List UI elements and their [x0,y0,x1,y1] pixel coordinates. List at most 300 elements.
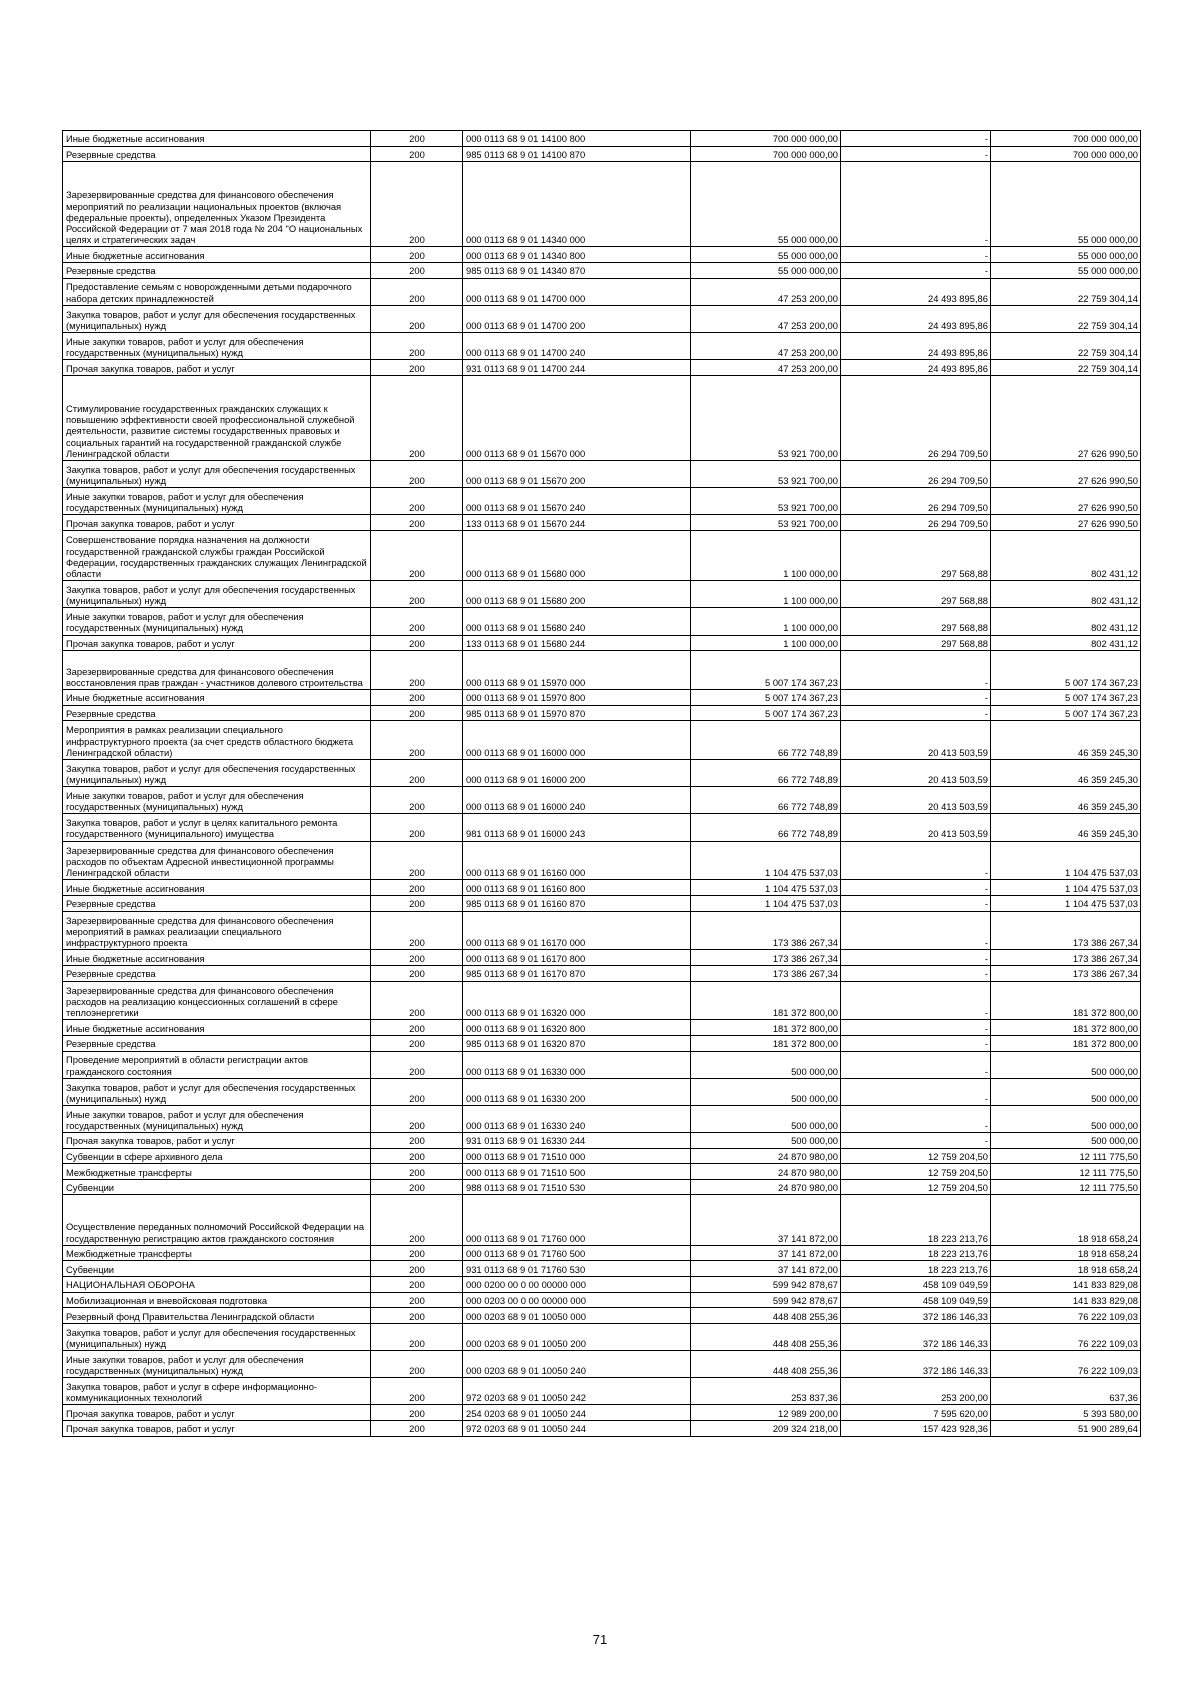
row-executed: 12 759 204,50 [841,1164,991,1180]
row-name: Резервные средства [63,146,371,162]
row-code: 200 [371,705,463,721]
row-unexecuted: 500 000,00 [991,1051,1141,1078]
row-approved: 1 100 000,00 [691,608,841,635]
row-approved: 53 921 700,00 [691,515,841,531]
row-code: 200 [371,375,463,460]
table-row [63,1020,1141,1036]
row-kbk: 972 0203 68 9 01 10050 244 [463,1420,691,1436]
row-kbk: 254 0203 68 9 01 10050 244 [463,1405,691,1421]
row-kbk: 000 0203 68 9 01 10050 200 [463,1323,691,1350]
row-name: Иные бюджетные ассигнования [63,1020,371,1036]
row-unexecuted: 76 222 109,03 [991,1351,1141,1378]
row-name: Межбюджетные трансферты [63,1245,371,1261]
row-name: Прочая закупка товаров, работ и услуг [63,1133,371,1149]
row-name: Проведение мероприятий в области регистрации актов гражданского состояния [63,1051,371,1078]
row-unexecuted: 700 000 000,00 [991,131,1141,147]
row-executed: 157 423 928,36 [841,1420,991,1436]
row-unexecuted: 802 431,12 [991,530,1141,580]
row-code: 200 [371,515,463,531]
row-kbk: 000 0203 68 9 01 10050 000 [463,1308,691,1324]
row-approved: 55 000 000,00 [691,247,841,263]
row-code: 200 [371,530,463,580]
row-unexecuted: 46 359 245,30 [991,787,1141,814]
table-row [63,911,1141,950]
row-kbk: 985 0113 68 9 01 14340 870 [463,262,691,278]
row-name: Закупка товаров, работ и услуг для обеспечения государственных (муниципальных) нужд [63,1078,371,1105]
table-row [63,131,1141,147]
row-kbk: 133 0113 68 9 01 15680 244 [463,635,691,651]
row-executed: 24 493 895,86 [841,332,991,359]
row-unexecuted: 141 833 829,08 [991,1292,1141,1308]
row-unexecuted: 27 626 990,50 [991,515,1141,531]
table-row [63,1035,1141,1051]
row-name: Иные закупки товаров, работ и услуг для обеспечения государственных (муниципальных) нужд [63,488,371,515]
row-unexecuted: 27 626 990,50 [991,375,1141,460]
row-unexecuted: 173 386 267,34 [991,911,1141,950]
table-row [63,1420,1141,1436]
table-row [63,581,1141,608]
table-row [63,880,1141,896]
row-executed: - [841,146,991,162]
row-approved: 448 408 255,36 [691,1308,841,1324]
row-unexecuted: 46 359 245,30 [991,760,1141,787]
table-row [63,895,1141,911]
row-executed: - [841,262,991,278]
row-name: Закупка товаров, работ и услуг для обеспечения государственных (муниципальных) нужд [63,581,371,608]
row-name: Иные бюджетные ассигнования [63,131,371,147]
table-row [63,1277,1141,1293]
table-row [63,1133,1141,1149]
row-kbk: 000 0113 68 9 01 16160 000 [463,841,691,880]
table-row [63,1164,1141,1180]
row-executed: 26 294 709,50 [841,515,991,531]
row-code: 200 [371,1308,463,1324]
table-row [63,635,1141,651]
row-unexecuted: 22 759 304,14 [991,305,1141,332]
row-code: 200 [371,1051,463,1078]
row-code: 200 [371,608,463,635]
row-approved: 448 408 255,36 [691,1351,841,1378]
row-kbk: 000 0113 68 9 01 71510 500 [463,1164,691,1180]
table-row [63,360,1141,376]
row-name: Иные закупки товаров, работ и услуг для обеспечения государственных (муниципальных) нужд [63,1351,371,1378]
table-row [63,1351,1141,1378]
row-unexecuted: 27 626 990,50 [991,488,1141,515]
row-name: НАЦИОНАЛЬНАЯ ОБОРОНА [63,1277,371,1293]
row-approved: 5 007 174 367,23 [691,705,841,721]
row-approved: 209 324 218,00 [691,1420,841,1436]
row-kbk: 000 0113 68 9 01 15670 000 [463,375,691,460]
row-executed: 297 568,88 [841,581,991,608]
row-approved: 181 372 800,00 [691,1035,841,1051]
row-name: Резервные средства [63,1035,371,1051]
row-unexecuted: 500 000,00 [991,1133,1141,1149]
row-approved: 47 253 200,00 [691,278,841,305]
table-row [63,690,1141,706]
row-name: Закупка товаров, работ и услуг для обеспечения государственных (муниципальных) нужд [63,460,371,487]
row-kbk: 000 0113 68 9 01 15670 200 [463,460,691,487]
row-name: Иные закупки товаров, работ и услуг для обеспечения государственных (муниципальных) нужд [63,608,371,635]
row-unexecuted: 55 000 000,00 [991,162,1141,247]
table-row [63,1148,1141,1164]
row-name: Стимулирование государственных гражданских служащих к повышению эффективности своей профессиональной служебной деятельности, развитие системы государственных правовых и социальных гарантий на государственной гражданской службе Ленинградской области [63,375,371,460]
row-unexecuted: 76 222 109,03 [991,1323,1141,1350]
row-executed: - [841,705,991,721]
row-approved: 700 000 000,00 [691,146,841,162]
row-kbk: 000 0203 00 0 00 00000 000 [463,1292,691,1308]
row-kbk: 931 0113 68 9 01 16330 244 [463,1133,691,1149]
row-name: Предоставление семьям с новорожденными детьми подарочного набора детских принадлежностей [63,278,371,305]
row-executed: - [841,247,991,263]
row-approved: 47 253 200,00 [691,305,841,332]
row-kbk: 000 0203 68 9 01 10050 240 [463,1351,691,1378]
table-body [63,131,1141,1437]
row-unexecuted: 181 372 800,00 [991,1035,1141,1051]
row-code: 200 [371,760,463,787]
row-name: Иные закупки товаров, работ и услуг для обеспечения государственных (муниципальных) нужд [63,332,371,359]
row-unexecuted: 46 359 245,30 [991,814,1141,841]
row-kbk: 000 0113 68 9 01 14700 000 [463,278,691,305]
row-executed: 18 223 213,76 [841,1195,991,1245]
row-code: 200 [371,1148,463,1164]
row-kbk: 985 0113 68 9 01 16160 870 [463,895,691,911]
row-code: 200 [371,1277,463,1293]
row-approved: 1 104 475 537,03 [691,841,841,880]
row-code: 200 [371,332,463,359]
row-kbk: 000 0113 68 9 01 16330 200 [463,1078,691,1105]
table-row [63,841,1141,880]
row-approved: 448 408 255,36 [691,1323,841,1350]
row-name: Прочая закупка товаров, работ и услуг [63,1420,371,1436]
row-unexecuted: 500 000,00 [991,1078,1141,1105]
row-name: Закупка товаров, работ и услуг в целях капитального ремонта государственного (муниципального) имущества [63,814,371,841]
row-code: 200 [371,1105,463,1132]
row-approved: 66 772 748,89 [691,787,841,814]
row-executed: - [841,911,991,950]
row-executed: - [841,1051,991,1078]
row-kbk: 000 0113 68 9 01 14700 200 [463,305,691,332]
row-executed: - [841,1035,991,1051]
row-code: 200 [371,651,463,690]
row-kbk: 000 0113 68 9 01 14340 000 [463,162,691,247]
row-code: 200 [371,1179,463,1195]
row-kbk: 985 0113 68 9 01 16170 870 [463,965,691,981]
row-executed: - [841,965,991,981]
row-code: 200 [371,247,463,263]
row-name: Совершенствование порядка назначения на должности государственной гражданской службы граждан Российской Федерации, государственных гражданских служащих Ленинградской области [63,530,371,580]
row-approved: 55 000 000,00 [691,162,841,247]
row-unexecuted: 5 007 174 367,23 [991,651,1141,690]
table-row [63,1078,1141,1105]
row-name: Мероприятия в рамках реализации специального инфраструктурного проекта (за счет средств областного бюджета Ленинградской области) [63,721,371,760]
row-unexecuted: 173 386 267,34 [991,965,1141,981]
row-executed: 26 294 709,50 [841,460,991,487]
row-unexecuted: 51 900 289,64 [991,1420,1141,1436]
table-row [63,146,1141,162]
row-executed: - [841,651,991,690]
row-approved: 24 870 980,00 [691,1179,841,1195]
row-kbk: 985 0113 68 9 01 16320 870 [463,1035,691,1051]
row-name: Резервные средства [63,705,371,721]
row-approved: 500 000,00 [691,1051,841,1078]
row-code: 200 [371,262,463,278]
table-row [63,1261,1141,1277]
row-approved: 181 372 800,00 [691,1020,841,1036]
row-kbk: 000 0113 68 9 01 15680 200 [463,581,691,608]
row-code: 200 [371,895,463,911]
table-row [63,1179,1141,1195]
row-approved: 1 100 000,00 [691,635,841,651]
row-code: 200 [371,911,463,950]
row-name: Резервные средства [63,262,371,278]
row-name: Резервный фонд Правительства Ленинградской области [63,1308,371,1324]
row-executed: 297 568,88 [841,608,991,635]
row-kbk: 000 0113 68 9 01 16330 240 [463,1105,691,1132]
row-unexecuted: 22 759 304,14 [991,278,1141,305]
table-row [63,162,1141,247]
row-name: Зарезервированные средства для финансового обеспечения расходов по объектам Адресной инвестиционной программы Ленинградской области [63,841,371,880]
row-name: Субвенции в сфере архивного дела [63,1148,371,1164]
budget-execution-table [62,130,1141,1437]
table-row [63,760,1141,787]
row-kbk: 000 0113 68 9 01 16000 000 [463,721,691,760]
row-name: Прочая закупка товаров, работ и услуг [63,1405,371,1421]
row-executed: 24 493 895,86 [841,278,991,305]
row-unexecuted: 173 386 267,34 [991,950,1141,966]
row-kbk: 972 0203 68 9 01 10050 242 [463,1378,691,1405]
row-kbk: 985 0113 68 9 01 14100 870 [463,146,691,162]
row-executed: 297 568,88 [841,635,991,651]
row-code: 200 [371,131,463,147]
row-kbk: 000 0113 68 9 01 16000 240 [463,787,691,814]
row-executed: 7 595 620,00 [841,1405,991,1421]
row-executed: - [841,690,991,706]
row-kbk: 000 0113 68 9 01 16320 800 [463,1020,691,1036]
table-row [63,1405,1141,1421]
row-approved: 599 942 878,67 [691,1292,841,1308]
row-executed: 372 186 146,33 [841,1323,991,1350]
row-kbk: 133 0113 68 9 01 15670 244 [463,515,691,531]
row-kbk: 000 0113 68 9 01 14700 240 [463,332,691,359]
row-kbk: 000 0113 68 9 01 15670 240 [463,488,691,515]
row-name: Субвенции [63,1179,371,1195]
row-approved: 12 989 200,00 [691,1405,841,1421]
row-executed: - [841,1105,991,1132]
row-executed: 20 413 503,59 [841,814,991,841]
row-approved: 181 372 800,00 [691,981,841,1020]
row-name: Зарезервированные средства для финансового обеспечения восстановления прав граждан - участников долевого строительства [63,651,371,690]
row-executed: 372 186 146,33 [841,1308,991,1324]
table-row [63,305,1141,332]
row-executed: 12 759 204,50 [841,1148,991,1164]
row-kbk: 000 0200 00 0 00 00000 000 [463,1277,691,1293]
row-unexecuted: 802 431,12 [991,635,1141,651]
row-executed: - [841,841,991,880]
table-row [63,608,1141,635]
row-executed: 26 294 709,50 [841,488,991,515]
table-row [63,651,1141,690]
row-code: 200 [371,1164,463,1180]
row-unexecuted: 76 222 109,03 [991,1308,1141,1324]
table-row [63,1105,1141,1132]
row-name: Прочая закупка товаров, работ и услуг [63,635,371,651]
row-code: 200 [371,635,463,651]
row-approved: 37 141 872,00 [691,1261,841,1277]
row-approved: 55 000 000,00 [691,262,841,278]
row-kbk: 000 0113 68 9 01 71760 000 [463,1195,691,1245]
table-row [63,530,1141,580]
row-code: 200 [371,305,463,332]
row-executed: 372 186 146,33 [841,1351,991,1378]
row-name: Зарезервированные средства для финансового обеспечения мероприятий по реализации национальных проектов (включая федеральные проекты), определенных Указом Президента Российской Федерации от 7 мая 2018 года № 204 "О национальных целях и стратегических задач [63,162,371,247]
row-code: 200 [371,690,463,706]
row-code: 200 [371,880,463,896]
row-executed: - [841,1133,991,1149]
row-executed: 297 568,88 [841,530,991,580]
row-code: 200 [371,787,463,814]
table-row [63,247,1141,263]
row-code: 200 [371,360,463,376]
row-kbk: 000 0113 68 9 01 71510 000 [463,1148,691,1164]
row-kbk: 000 0113 68 9 01 16160 800 [463,880,691,896]
row-name: Резервные средства [63,895,371,911]
row-name: Иные закупки товаров, работ и услуг для обеспечения государственных (муниципальных) нужд [63,787,371,814]
row-code: 200 [371,460,463,487]
row-name: Зарезервированные средства для финансового обеспечения мероприятий в рамках реализации специального инфраструктурного проекта [63,911,371,950]
row-kbk: 000 0113 68 9 01 16170 800 [463,950,691,966]
row-code: 200 [371,1323,463,1350]
table-row [63,950,1141,966]
row-approved: 173 386 267,34 [691,911,841,950]
table-row [63,375,1141,460]
table-row [63,278,1141,305]
row-kbk: 988 0113 68 9 01 71510 530 [463,1179,691,1195]
table-row [63,721,1141,760]
row-unexecuted: 181 372 800,00 [991,1020,1141,1036]
row-name: Закупка товаров, работ и услуг для обеспечения государственных (муниципальных) нужд [63,760,371,787]
row-unexecuted: 5 007 174 367,23 [991,690,1141,706]
table-row [63,488,1141,515]
row-kbk: 000 0113 68 9 01 15680 000 [463,530,691,580]
row-name: Субвенции [63,1261,371,1277]
row-approved: 1 100 000,00 [691,581,841,608]
table-row [63,787,1141,814]
row-unexecuted: 500 000,00 [991,1105,1141,1132]
row-kbk: 000 0113 68 9 01 15680 240 [463,608,691,635]
row-approved: 66 772 748,89 [691,814,841,841]
row-executed: 26 294 709,50 [841,375,991,460]
page-number: 71 [592,1632,608,1647]
row-approved: 173 386 267,34 [691,965,841,981]
row-code: 200 [371,146,463,162]
row-approved: 500 000,00 [691,1105,841,1132]
row-unexecuted: 12 111 775,50 [991,1148,1141,1164]
row-approved: 53 921 700,00 [691,460,841,487]
row-kbk: 000 0113 68 9 01 71760 500 [463,1245,691,1261]
row-approved: 599 942 878,67 [691,1277,841,1293]
row-code: 200 [371,1405,463,1421]
row-approved: 1 104 475 537,03 [691,895,841,911]
row-unexecuted: 12 111 775,50 [991,1179,1141,1195]
table-row [63,1245,1141,1261]
row-kbk: 981 0113 68 9 01 16000 243 [463,814,691,841]
row-executed: - [841,880,991,896]
row-kbk: 000 0113 68 9 01 16000 200 [463,760,691,787]
table-row [63,981,1141,1020]
row-kbk: 000 0113 68 9 01 16330 000 [463,1051,691,1078]
row-executed: 20 413 503,59 [841,721,991,760]
row-executed: - [841,895,991,911]
row-name: Закупка товаров, работ и услуг в сфере информационно-коммуникационных технологий [63,1378,371,1405]
row-name: Резервные средства [63,965,371,981]
row-executed: 253 200,00 [841,1378,991,1405]
row-unexecuted: 27 626 990,50 [991,460,1141,487]
row-executed: - [841,981,991,1020]
row-code: 200 [371,1261,463,1277]
row-name: Прочая закупка товаров, работ и услуг [63,360,371,376]
row-name: Иные бюджетные ассигнования [63,247,371,263]
row-unexecuted: 141 833 829,08 [991,1277,1141,1293]
row-unexecuted: 18 918 658,24 [991,1245,1141,1261]
row-unexecuted: 5 007 174 367,23 [991,705,1141,721]
table-row [63,1323,1141,1350]
row-executed: - [841,162,991,247]
row-code: 200 [371,278,463,305]
row-unexecuted: 22 759 304,14 [991,360,1141,376]
row-approved: 5 007 174 367,23 [691,651,841,690]
row-name: Иные бюджетные ассигнования [63,690,371,706]
row-name: Иные бюджетные ассигнования [63,880,371,896]
row-code: 200 [371,1378,463,1405]
row-unexecuted: 18 918 658,24 [991,1261,1141,1277]
row-name: Иные закупки товаров, работ и услуг для обеспечения государственных (муниципальных) нужд [63,1105,371,1132]
row-approved: 24 870 980,00 [691,1148,841,1164]
row-executed: 18 223 213,76 [841,1261,991,1277]
row-executed: - [841,1020,991,1036]
row-approved: 1 104 475 537,03 [691,880,841,896]
row-kbk: 000 0113 68 9 01 16170 000 [463,911,691,950]
row-unexecuted: 637,36 [991,1378,1141,1405]
row-kbk: 000 0113 68 9 01 14100 800 [463,131,691,147]
table-row [63,1195,1141,1245]
row-approved: 24 870 980,00 [691,1164,841,1180]
row-code: 200 [371,1245,463,1261]
row-code: 200 [371,965,463,981]
row-approved: 253 837,36 [691,1378,841,1405]
row-unexecuted: 46 359 245,30 [991,721,1141,760]
row-executed: 12 759 204,50 [841,1179,991,1195]
row-executed: - [841,950,991,966]
row-name: Межбюджетные трансферты [63,1164,371,1180]
row-approved: 53 921 700,00 [691,375,841,460]
row-executed: 20 413 503,59 [841,787,991,814]
row-unexecuted: 55 000 000,00 [991,247,1141,263]
row-approved: 37 141 872,00 [691,1195,841,1245]
row-code: 200 [371,162,463,247]
row-approved: 47 253 200,00 [691,332,841,359]
row-code: 200 [371,981,463,1020]
row-name: Закупка товаров, работ и услуг для обеспечения государственных (муниципальных) нужд [63,1323,371,1350]
row-kbk: 000 0113 68 9 01 15970 000 [463,651,691,690]
row-executed: 458 109 049,59 [841,1292,991,1308]
row-code: 200 [371,1195,463,1245]
table-row [63,705,1141,721]
row-approved: 66 772 748,89 [691,721,841,760]
row-unexecuted: 181 372 800,00 [991,981,1141,1020]
row-code: 200 [371,1035,463,1051]
row-code: 200 [371,1078,463,1105]
row-executed: 24 493 895,86 [841,305,991,332]
